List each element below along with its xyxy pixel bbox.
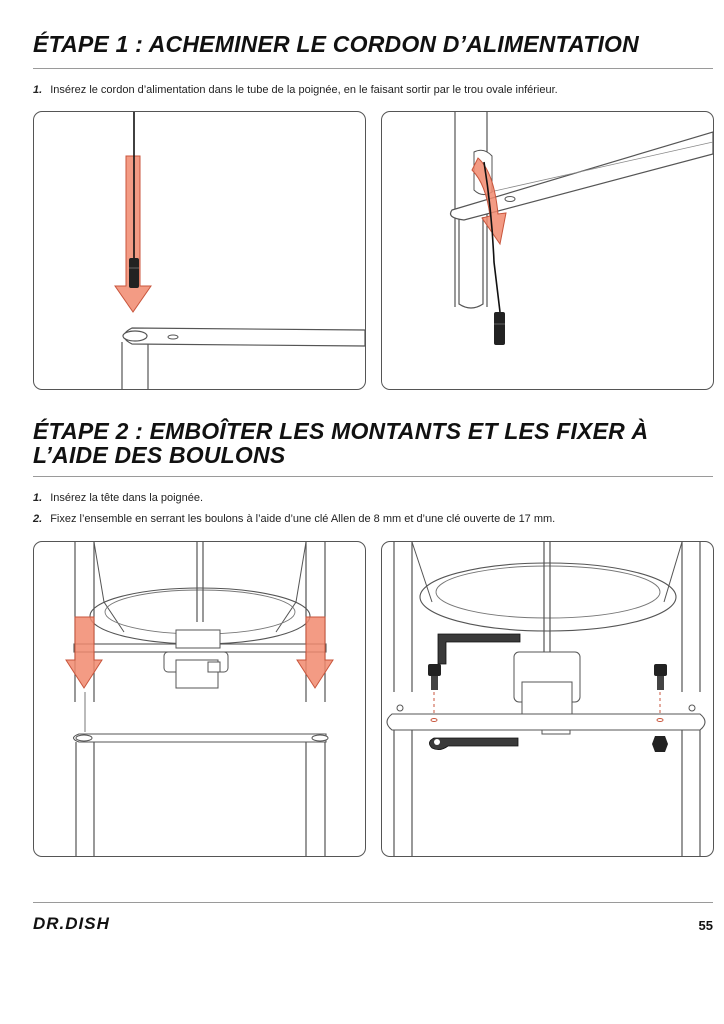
open-wrench [429, 738, 518, 750]
step2-instruction-2-text: Fixez l’ensemble en serrant les boulons à l’aide d’une clé Allen de 8 mm et d’une clé ouverte de 17 mm. [50, 513, 556, 525]
step1-illustration-a [33, 111, 366, 390]
brand-logo: DR.DISH [33, 914, 110, 933]
step2-instruction-2-number: 2. [33, 513, 43, 525]
step2-rule [33, 476, 713, 477]
step1-title: ÉTAPE 1 : ACHEMINER LE CORDON D’ALIMENTATION [33, 31, 639, 57]
step2-instruction-1 [33, 491, 203, 505]
cord-exit-oval-hole-illustration [382, 112, 713, 389]
cord-insert-top-illustration [34, 112, 365, 389]
step2-instruction-1-text: Insérez la tête dans la poignée. [50, 492, 204, 504]
step2-instruction-2 [33, 512, 555, 526]
step2-illustration-a [33, 541, 366, 857]
step1-rule [33, 68, 713, 69]
step2-instruction-1-number: 1. [33, 492, 43, 504]
step2-title-line2: L’AIDE DES BOULONS [33, 442, 286, 468]
insert-arrow [115, 156, 151, 312]
step1-instruction-1-number: 1. [33, 84, 43, 96]
head-into-handle-illustration [34, 542, 365, 856]
step2-illustration-b [381, 541, 714, 857]
step1-illustration-b [381, 111, 714, 390]
step1-instruction-1-text: Insérez le cordon d’alimentation dans le tube de la poignée, en le faisant sortir par le trou ovale inférieur. [50, 84, 558, 96]
step1-instruction-1 [33, 83, 558, 97]
bolt-tightening-illustration [382, 542, 713, 856]
footer-rule [33, 902, 713, 903]
allen-key [438, 634, 520, 664]
page-number: 55 [698, 918, 713, 933]
step2-title-line1: ÉTAPE 2 : EMBOÎTER LES MONTANTS ET LES FIXER À [33, 418, 649, 444]
